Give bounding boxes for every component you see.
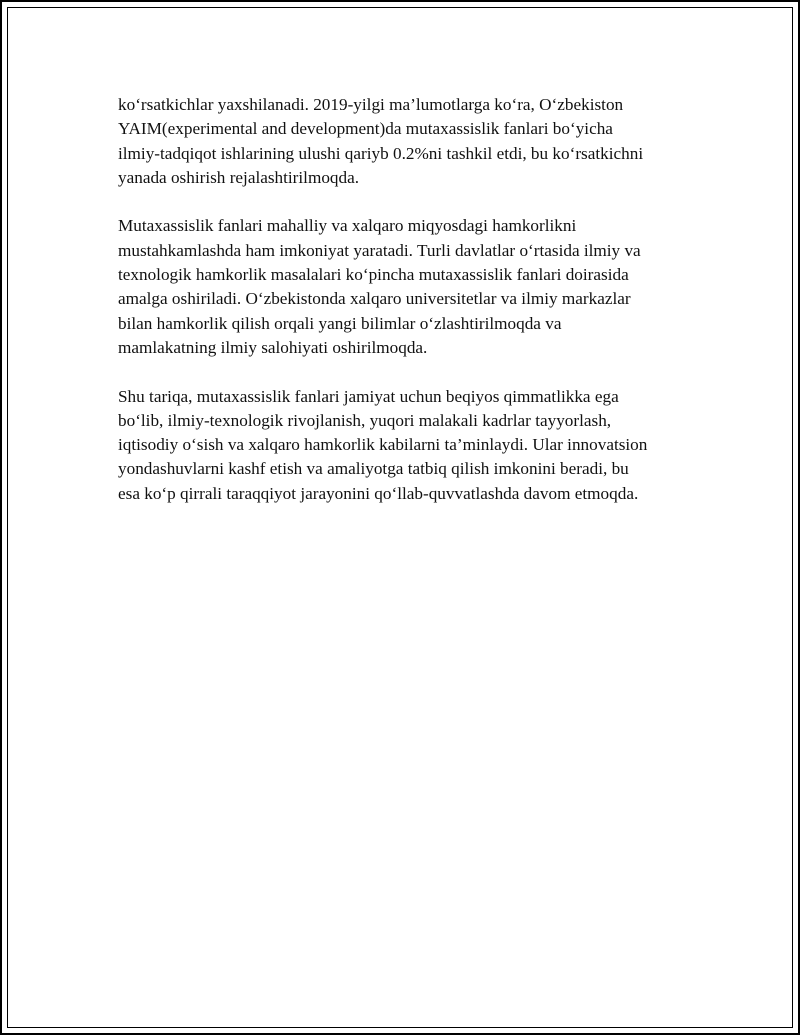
paragraph-international-cooperation: Mutaxassislik fanlari mahalliy va xalqaro miqyosdagi hamkorlikni mustahkamlashda ham imkoniyat yaratadi. Turli davlatlar o‘rtasida ilmiy va texnologik hamkorlik masalalari ko‘pincha mutaxassislik fanlari doirasida amalga oshiriladi. O‘zbekistonda xalqaro universitetlar va ilmiy markazlar bilan hamkorlik qilish orqali yangi bilimlar o‘zlashtirilmoqda va mamlakatning ilmiy salohiyati oshirilmoqda. [118,216,641,357]
paragraph-research-share: ko‘rsatkichlar yaxshilanadi. 2019-yilgi ma’lumotlarga ko‘ra, O‘zbekiston YAIM(experimental and development)da mutaxassislik fanlari bo‘yicha ilmiy-tadqiqot ishlarining ulushi qariyb 0.2%ni tashkil etdi, bu ko‘rsatkichni yanada oshirish rejalashtirilmoqda. [118,95,644,187]
paragraph-conclusion: Shu tariqa, mutaxassislik fanlari jamiyat uchun beqiyos qimmatlikka ega bo‘lib, ilmiy-texnologik rivojlanish, yuqori malakali kadrlar tayyorlash, iqtisodiy o‘sish va xalqaro hamkorlik kabilarni ta’minlaydi. Ular innovatsion yondashuvlarni kashf etish va amaliyotga tatbiq qilish imkonini beradi, bu esa ko‘p qirrali taraqqiyot jarayonini qo‘llab-quvvatlashda davom etmoqda. [118,386,648,503]
document-body [118,93,718,530]
